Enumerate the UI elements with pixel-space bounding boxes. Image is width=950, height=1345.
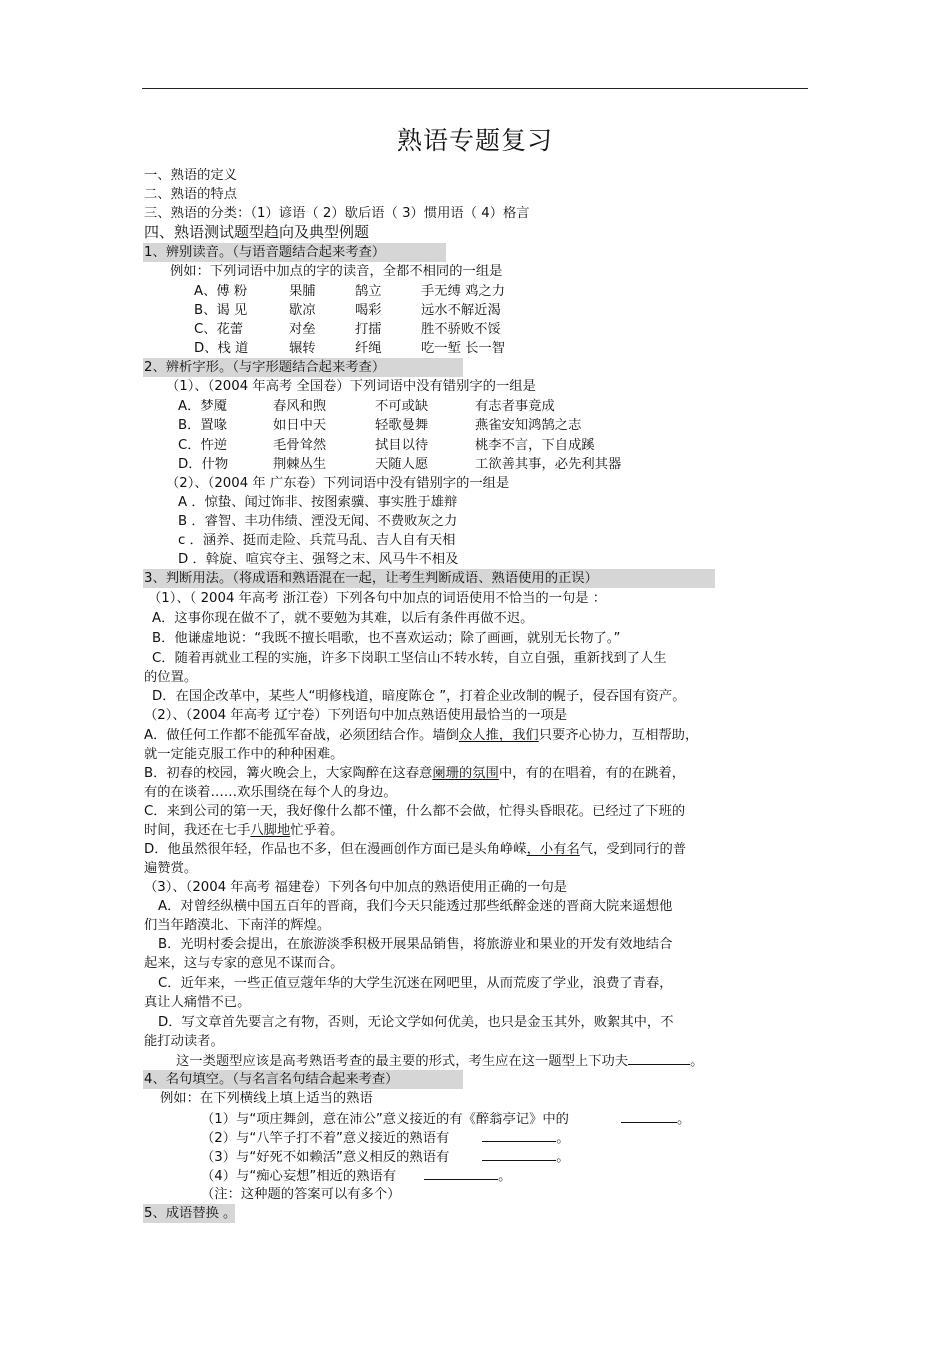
underlined-phrase: 众人推，我们 xyxy=(458,728,539,743)
example-prompt: 例如：下列词语中加点的字的读音，全都不相同的一组是 xyxy=(170,264,503,279)
option-cell: 远水不解近渴 xyxy=(421,303,501,318)
underlined-phrase: 阑珊的氛围 xyxy=(432,766,499,781)
outline-item: 三、熟语的分类：（1）谚语（ 2）歇后语（ 3）惯用语（ 4）格言 xyxy=(144,206,530,221)
text-run: 只要齐心协力，互相帮助， xyxy=(538,728,699,743)
option-cell: D、栈 道 xyxy=(194,341,249,356)
option-cell: 如日中天 xyxy=(273,418,327,433)
option-cell: 天随人愿 xyxy=(375,457,429,472)
option-row xyxy=(194,301,501,320)
option-row xyxy=(194,320,501,339)
question: （2）、（2004 年 广东卷）下列词语中没有错别字的一组是 xyxy=(166,476,510,491)
question: （1）、（ 2004 年高考 浙江卷）下列各句中加点的词语使用不恰当的一句是 ： xyxy=(148,591,607,606)
option-line: 起来，这与专家的意见不谋而合。 xyxy=(144,956,344,971)
text-run: B．初春的校园，篝火晚会上，大家陶醉在这春意 xyxy=(144,766,433,781)
section-heading xyxy=(144,1204,236,1223)
option-line: 有的在谈着……欢乐围绕在每个人的身边。 xyxy=(144,785,397,800)
text-run: A．做任何工作都不能孤军奋战，必须团结合作。墙倒 xyxy=(144,728,459,743)
option-cell: C．忤逆 xyxy=(178,438,228,453)
option-line: C．来到公司的第一天，我好像什么都不懂，什么都不会做，忙得头昏眼花。已经过了下班的 xyxy=(144,804,686,819)
section-heading: 3、判断用法。（将成语和熟语混在一起，让考生判断成语、熟语使用的正误） xyxy=(144,571,598,586)
option-cell: 吃一堑 长一智 xyxy=(421,341,506,356)
fill-item xyxy=(201,1147,570,1167)
example-prompt: 例如：在下列横线上填上适当的熟语 xyxy=(160,1091,373,1106)
option-cell: 鹄立 xyxy=(355,284,382,299)
option-line: B．他谦虚地说：“我既不擅长唱歌，也不喜欢运动；除了画画，就别无长物了。” xyxy=(152,631,621,646)
option-cell: 工欲善其事，必先利其器 xyxy=(475,457,622,472)
option-line: 就一定能克服工作中的种种困难。 xyxy=(144,747,344,762)
option-line: D．在国企改革中，某些人“明修栈道，暗度陈仓 ”，打着企业改制的幌子，侵吞国有资产。 xyxy=(152,689,686,704)
option-cell: 春风和煦 xyxy=(273,399,327,414)
text-run: 5、成语替换 xyxy=(144,1206,219,1221)
fill-item xyxy=(201,1166,511,1186)
option-line: A．这事你现在做不了，就不要勉为其难，以后有条件再做不迟。 xyxy=(152,611,534,626)
section-heading: 1、辨别读音。（与语音题结合起来考查） xyxy=(144,245,386,260)
option-cell: 手无缚 鸡之力 xyxy=(421,284,506,299)
option-cell: A、傅 粉 xyxy=(194,284,248,299)
option-cell: 桃李不言，下自成蹊 xyxy=(475,438,595,453)
option-cell: B．置喙 xyxy=(178,418,228,433)
option-cell: 拭目以待 xyxy=(375,438,429,453)
option-line: A ．惊蛰、闻过饰非、按图索骥、事实胜于雄辩 xyxy=(178,495,458,510)
fill-item xyxy=(201,1109,690,1129)
text-run: 这一类题型应该是高考熟语考查的最主要的形式，考生应在这一题型上下功夫 xyxy=(176,1054,629,1069)
option-line xyxy=(144,840,686,859)
answer-blank xyxy=(482,1147,556,1161)
option-row xyxy=(178,455,621,474)
answer-blank xyxy=(424,1166,498,1180)
option-row xyxy=(194,339,505,358)
option-row xyxy=(178,416,581,435)
note: （注：这种题的答案可以有多个） xyxy=(201,1187,401,1202)
option-line: C．近年来，一些正值豆蔻年华的大学生沉迷在网吧里，从而荒废了学业，浪费了青春， xyxy=(158,976,673,991)
page-title: 熟语专题复习 xyxy=(396,126,553,155)
option-cell: 果脯 xyxy=(289,284,316,299)
option-line xyxy=(144,821,343,840)
option-cell: 轻歌曼舞 xyxy=(375,418,429,433)
option-row xyxy=(178,436,595,455)
option-cell: A．梦魇 xyxy=(178,399,227,414)
question: （1）、（2004 年高考 全国卷）下列词语中没有错别字的一组是 xyxy=(166,379,536,394)
option-line: D ．斡旋、喧宾夺主、强弩之末、风马牛不相及 xyxy=(178,552,459,567)
option-cell: 燕雀安知鸿鹄之志 xyxy=(475,418,582,433)
answer-blank xyxy=(482,1128,556,1142)
option-cell: D．什物 xyxy=(178,457,229,472)
option-row xyxy=(194,282,505,301)
option-cell: 有志者事竟成 xyxy=(475,399,555,414)
text-run: 。 xyxy=(556,1131,570,1146)
option-cell: 纤绳 xyxy=(355,341,382,356)
option-line: 真让人痛惜不已。 xyxy=(144,995,251,1010)
text-run: （3）与“好死不如赖活”意义相反的熟语有 xyxy=(201,1150,450,1165)
outline-item: 一、熟语的定义 xyxy=(144,168,238,183)
option-cell: 对垒 xyxy=(289,322,316,337)
fill-item xyxy=(201,1128,570,1148)
option-line: c ．涵养、挺而走险、兵荒马乱、吉人自有天相 xyxy=(178,533,456,548)
option-line: A．对曾经纵横中国五百年的晋商，我们今天只能透过那些纸醉金迷的晋商大院来遥想他 xyxy=(158,899,673,914)
option-cell: 辗转 xyxy=(289,341,316,356)
section-heading: 4、名句填空。（与名言名句结合起来考查） xyxy=(144,1072,399,1087)
text-run: （2）与“八竿子打不着”意义接近的熟语有 xyxy=(201,1131,450,1146)
text-run: 中，有的在唱着，有的在跳着， xyxy=(498,766,685,781)
text-run: 。 xyxy=(676,1112,691,1127)
option-line: C．随着再就业工程的实施，许多下岗职工坚信山不转水转，自立自强，重新找到了人生 xyxy=(152,651,667,666)
option-line: B．光明村委会提出，在旅游淡季积极开展果品销售，将旅游业和果业的开发有效地结合 xyxy=(158,937,673,952)
outline-item: 四、熟语测试题型趋向及典型例题 xyxy=(144,223,370,241)
option-cell: 喝彩 xyxy=(355,303,382,318)
text-run: 忙乎着。 xyxy=(290,823,344,838)
option-line: 的位置。 xyxy=(144,670,198,685)
option-line xyxy=(144,764,685,783)
summary-line xyxy=(176,1051,703,1071)
option-cell: 毛骨耸然 xyxy=(273,438,327,453)
answer-blank xyxy=(628,1051,690,1065)
outline-item: 二、熟语的特点 xyxy=(144,187,238,202)
option-row xyxy=(178,397,555,416)
answer-blank xyxy=(621,1109,677,1123)
text-run: 。 xyxy=(222,1206,237,1221)
option-cell: 胜不骄败不馁 xyxy=(421,322,501,337)
underlined-phrase: ，小有名 xyxy=(526,842,580,857)
option-line xyxy=(144,726,698,745)
option-cell: 歇凉 xyxy=(289,303,316,318)
option-line: B ．睿智、丰功伟绩、湮没无闻、不费败灰之力 xyxy=(178,514,458,529)
underlined-phrase: 八脚地 xyxy=(250,823,291,838)
text-run: 。 xyxy=(498,1169,512,1184)
option-cell: 不可或缺 xyxy=(375,399,429,414)
section-heading: 2、辨析字形。（与字形题结合起来考查） xyxy=(144,360,386,375)
option-cell: B、谒 见 xyxy=(194,303,248,318)
text-run: 气，受到同行的普 xyxy=(579,842,687,857)
option-cell: 荆棘丛生 xyxy=(273,457,327,472)
text-run: D．他虽然很年轻，作品也不多，但在漫画创作方面已是头角峥嵘 xyxy=(144,842,527,857)
option-line: D．写文章首先要言之有物，否则，无论文学如何优美，也只是金玉其外，败絮其中，不 xyxy=(158,1015,674,1030)
text-run: （1）与“项庄舞剑，意在沛公”意义接近的有《醉翁亭记》中的 xyxy=(201,1112,569,1127)
top-rule xyxy=(142,88,808,89)
text-run: 时间，我还在七手 xyxy=(144,823,251,838)
text-run: 。 xyxy=(556,1150,570,1165)
question: （2）、（2004 年高考 辽宁卷）下列语句中加点熟语使用最恰当的一项是 xyxy=(144,708,568,723)
option-line: 们当年踏漠北、下南洋的辉煌。 xyxy=(144,918,331,933)
text-run: （4）与“痴心妄想”相近的熟语有 xyxy=(201,1169,397,1184)
text-run: 。 xyxy=(690,1054,704,1069)
option-line: 能打动读者。 xyxy=(144,1034,224,1049)
option-cell: 打擂 xyxy=(355,322,382,337)
question: （3）、（2004 年高考 福建卷）下列各句中加点的熟语使用正确的一句是 xyxy=(144,880,568,895)
option-line: 遍赞赏。 xyxy=(144,861,198,876)
option-cell: C、花蕾 xyxy=(194,322,244,337)
